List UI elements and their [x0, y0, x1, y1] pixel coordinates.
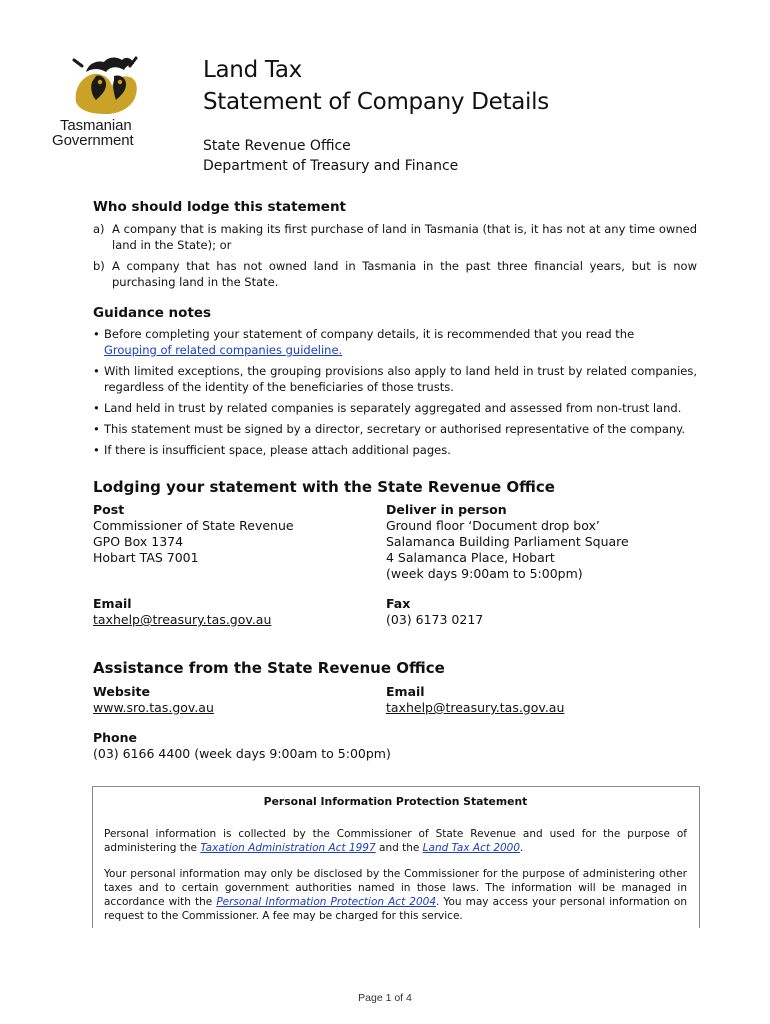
phone-label: Phone: [93, 730, 138, 745]
post-label: Post: [93, 502, 125, 517]
list-item: [93, 258, 697, 290]
office-name: State Revenue Office: [203, 138, 351, 154]
tasmanian-government-logo: [52, 52, 156, 148]
list-item: [93, 221, 697, 253]
bullet: •: [93, 422, 100, 436]
page-number: Page 1 of 4: [358, 992, 412, 1004]
fax-label: Fax: [386, 596, 411, 611]
department-name: Department of Treasury and Finance: [203, 158, 459, 174]
lodging-email-block: [93, 596, 363, 628]
privacy-text: and the: [375, 842, 423, 854]
list-item: [93, 363, 697, 395]
deliver-line: Salamanca Building Parliament Square: [386, 534, 629, 549]
post-line: GPO Box 1374: [93, 534, 184, 549]
guidance-list: [93, 326, 697, 458]
office-block: [203, 136, 458, 176]
personal-information-protection-act-link[interactable]: Personal Information Protection Act 2004: [216, 896, 437, 908]
post-block: [93, 502, 363, 566]
list-marker: a): [93, 222, 105, 236]
list-item: [93, 326, 697, 358]
tasmanian-devil-emblem-icon: [66, 52, 144, 118]
bullet: •: [93, 327, 100, 341]
grouping-guideline-link[interactable]: Grouping of related companies guideline.: [104, 343, 343, 357]
list-text: A company that has not owned land in Tasmania in the past three financial years, but is now purchasing land in the State.: [112, 259, 697, 289]
list-text: This statement must be signed by a director, secretary or authorised representative of the company.: [104, 422, 685, 436]
guidance-heading: Guidance notes: [93, 305, 212, 321]
list-item: [93, 421, 697, 437]
list-item: [93, 442, 697, 458]
deliver-block: [386, 502, 686, 582]
who-heading: Who should lodge this statement: [93, 199, 347, 215]
deliver-line: 4 Salamanca Place, Hobart: [386, 550, 555, 565]
deliver-label: Deliver in person: [386, 502, 507, 517]
privacy-paragraph-1: [104, 827, 687, 855]
assistance-email-link[interactable]: taxhelp@treasury.tas.gov.au: [386, 700, 565, 715]
bullet: •: [93, 443, 100, 457]
page-title: [203, 54, 549, 118]
title-line-2: Statement of Company Details: [203, 89, 549, 115]
list-text: With limited exceptions, the grouping provisions also apply to land held in trust by related companies, regardless of the identity of the beneficiaries of those trusts.: [104, 364, 697, 394]
privacy-title: Personal Information Protection Statement: [263, 795, 528, 808]
list-item: [93, 400, 697, 416]
deliver-line: (week days 9:00am to 5:00pm): [386, 566, 583, 581]
deliver-line: Ground floor ‘Document drop box’: [386, 518, 600, 533]
privacy-text: Personal information is collected by the Commissioner of State Revenue and used for the purpose of administering the: [104, 828, 687, 854]
privacy-text: .: [520, 842, 524, 854]
guidance-item-text: Before completing your statement of company details, it is recommended that you read the: [104, 327, 635, 341]
website-label: Website: [93, 684, 150, 699]
bullet: •: [93, 401, 100, 415]
list-text: Land held in trust by related companies is separately aggregated and assessed from non-trust land.: [104, 401, 682, 415]
land-tax-act-link[interactable]: Land Tax Act 2000: [422, 842, 521, 854]
logo-text-government: Government: [52, 132, 134, 149]
title-line-1: Land Tax: [203, 57, 302, 83]
fax-block: [386, 596, 656, 628]
website-link[interactable]: www.sro.tas.gov.au: [93, 700, 214, 715]
list-text: If there is insufficient space, please attach additional pages.: [104, 443, 451, 457]
privacy-statement-box: [92, 786, 700, 928]
privacy-text: Your personal information may only be disclosed by the Commissioner for the purpose of administering other taxes and to certain government authorities named in those laws. The information will be managed in accordance with the: [104, 868, 687, 908]
list-marker: b): [93, 259, 105, 273]
list-text: [104, 326, 697, 358]
assistance-heading: Assistance from the State Revenue Office: [93, 659, 445, 677]
logo-text-tasmanian: Tasmanian: [60, 117, 132, 134]
phone-block: [93, 730, 493, 762]
post-line: Hobart TAS 7001: [93, 550, 199, 565]
bullet: •: [93, 364, 100, 378]
who-list: [93, 221, 697, 290]
assistance-email-block: [386, 684, 656, 716]
email-label: Email: [386, 684, 425, 699]
privacy-text: . You may access your personal information on request to the Commissioner. A fee may be charged for this service.: [104, 896, 688, 922]
website-block: [93, 684, 363, 716]
phone-value: (03) 6166 4400 (week days 9:00am to 5:00pm): [93, 746, 391, 761]
lodging-email-link[interactable]: taxhelp@treasury.tas.gov.au: [93, 612, 272, 627]
email-label: Email: [93, 596, 132, 611]
privacy-paragraph-2: [104, 867, 687, 923]
lodging-heading: Lodging your statement with the State Revenue Office: [93, 478, 555, 496]
fax-value: (03) 6173 0217: [386, 612, 484, 627]
taxation-administration-act-link[interactable]: Taxation Administration Act 1997: [200, 842, 376, 854]
post-line: Commissioner of State Revenue: [93, 518, 294, 533]
list-text: A company that is making its first purchase of land in Tasmania (that is, it has not at any time owned land in the State); or: [112, 222, 697, 252]
